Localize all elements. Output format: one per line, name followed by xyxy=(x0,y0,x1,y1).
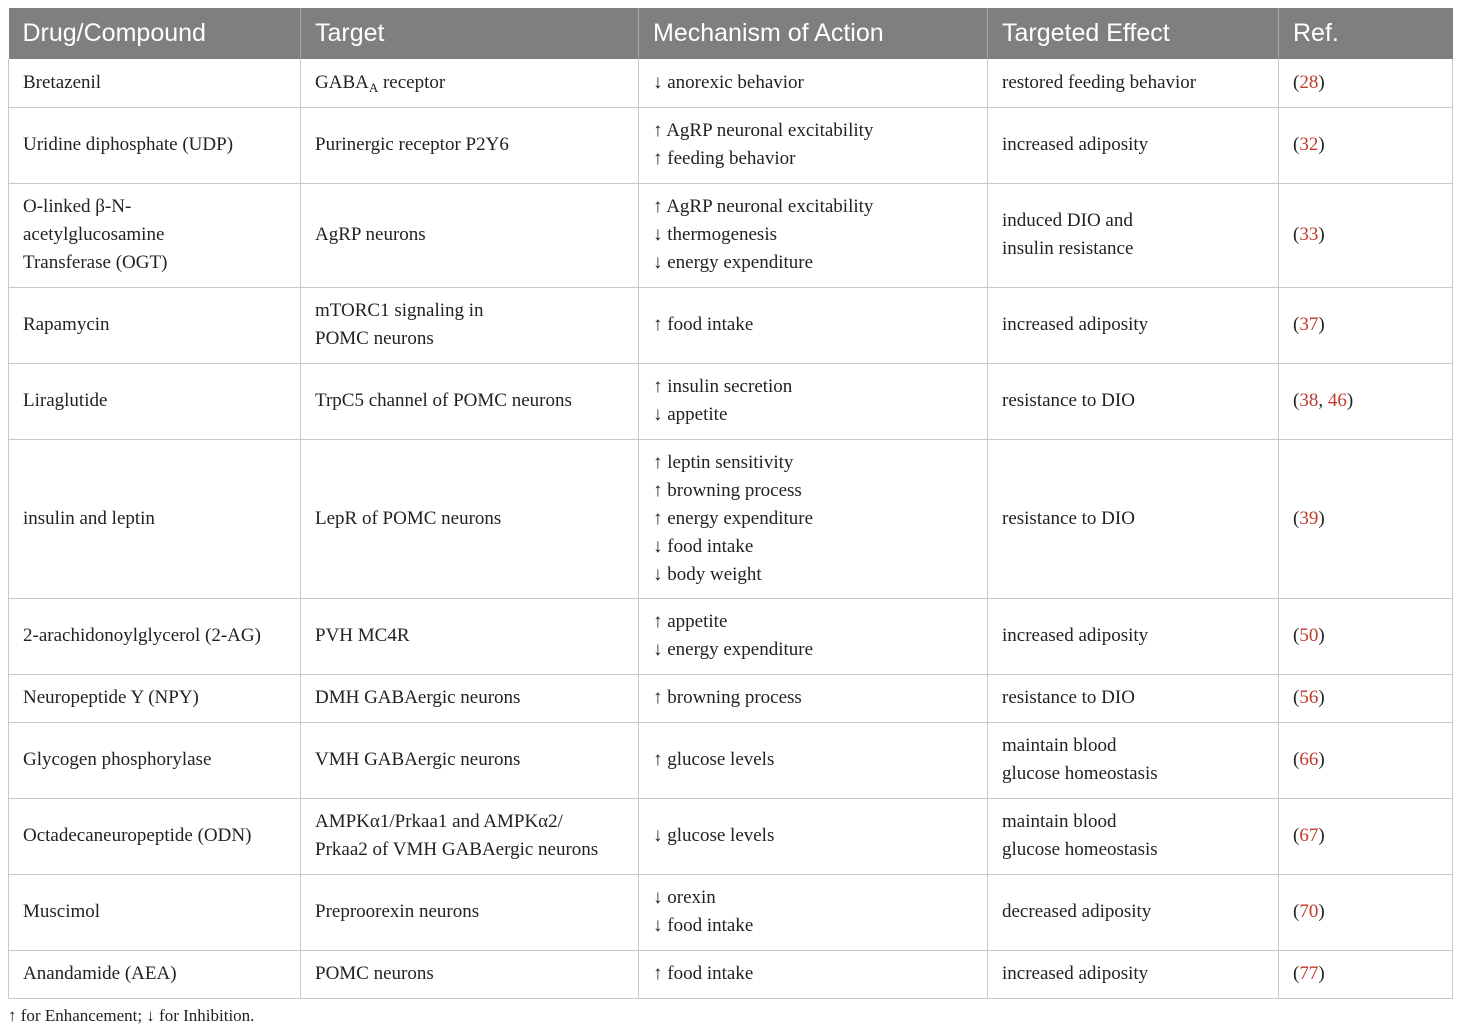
effect-cell-line: maintain blood xyxy=(1002,811,1117,832)
effect-cell xyxy=(988,183,1279,287)
drug-cell xyxy=(9,363,301,439)
table-row xyxy=(9,183,1453,287)
drug-cell-line: insulin and leptin xyxy=(23,507,155,529)
mechanism-cell-line: ↑ appetite xyxy=(653,611,728,632)
mechanism-cell-line: ↑ leptin sensitivity xyxy=(653,451,794,473)
effect-cell xyxy=(988,798,1279,874)
drug-cell-line: Rapamycin xyxy=(23,314,110,335)
mechanism-cell-line: ↓ energy expenditure xyxy=(653,639,814,660)
drug-cell xyxy=(9,674,301,722)
mechanism-cell xyxy=(639,439,988,598)
effect-cell xyxy=(988,950,1279,998)
ref-link[interactable]: 37 xyxy=(1299,314,1319,335)
target-text: GABA xyxy=(315,71,369,93)
header-mechanism[interactable]: Mechanism of Action xyxy=(639,8,988,59)
drug-cell xyxy=(9,287,301,363)
target-cell-line xyxy=(315,297,624,325)
effect-cell-line: glucose homeostasis xyxy=(1002,839,1158,860)
ref-cell: (50) xyxy=(1279,598,1453,674)
effect-cell xyxy=(988,287,1279,363)
target-cell-line xyxy=(315,505,624,533)
target-cell-line xyxy=(315,684,624,712)
mechanism-cell-line: ↑ food intake xyxy=(653,963,754,984)
effect-cell-line: restored feeding behavior xyxy=(1002,71,1197,93)
target-cell-line xyxy=(315,325,624,353)
drug-cell-line: Uridine diphosphate (UDP) xyxy=(23,134,234,155)
drug-cell-line: Liraglutide xyxy=(23,390,108,411)
table-footnote: ↑ for Enhancement; ↓ for Inhibition. xyxy=(8,1006,255,1025)
target-cell-line xyxy=(315,69,624,97)
table-row xyxy=(9,59,1453,107)
drug-cell-line: Glycogen phosphorylase xyxy=(23,749,212,770)
target-cell xyxy=(301,183,639,287)
target-cell-line xyxy=(315,221,624,249)
target-text: AgRP neurons xyxy=(315,224,426,245)
ref-cell: (56) xyxy=(1279,674,1453,722)
target-cell-line xyxy=(315,808,624,836)
target-cell xyxy=(301,874,639,950)
table-row xyxy=(9,722,1453,798)
ref-cell: (66) xyxy=(1279,722,1453,798)
target-text: mTORC1 signaling in xyxy=(315,300,484,321)
table-header-row xyxy=(9,8,1453,59)
mechanism-cell-line: ↑ browning process xyxy=(653,687,802,708)
effect-cell xyxy=(988,674,1279,722)
effect-cell-line: increased adiposity xyxy=(1002,963,1149,984)
ref-cell: (77) xyxy=(1279,950,1453,998)
target-cell xyxy=(301,950,639,998)
ref-link[interactable]: 38 xyxy=(1299,390,1319,411)
effect-cell xyxy=(988,722,1279,798)
effect-cell-line: decreased adiposity xyxy=(1002,901,1152,922)
drug-cell-line: Muscimol xyxy=(23,901,101,922)
header-effect[interactable]: Targeted Effect xyxy=(988,8,1279,59)
target-text: Purinergic receptor P2Y6 xyxy=(315,134,509,155)
ref-cell: (70) xyxy=(1279,874,1453,950)
effect-cell-line: maintain blood xyxy=(1002,735,1117,756)
target-cell xyxy=(301,363,639,439)
ref-link[interactable]: 70 xyxy=(1299,901,1319,922)
mechanism-cell-line: ↑ browning process xyxy=(653,479,802,501)
ref-link[interactable]: 33 xyxy=(1299,224,1319,245)
drug-cell xyxy=(9,950,301,998)
mechanism-cell-line: ↓ glucose levels xyxy=(653,825,775,846)
effect-cell-line: increased adiposity xyxy=(1002,134,1149,155)
mechanism-cell-line: ↓ thermogenesis xyxy=(653,224,778,245)
target-cell xyxy=(301,674,639,722)
mechanism-cell-line: ↓ anorexic behavior xyxy=(653,71,804,93)
drug-table xyxy=(8,8,1453,999)
effect-cell-line: induced DIO and xyxy=(1002,210,1133,231)
target-cell xyxy=(301,107,639,183)
ref-link[interactable]: 56 xyxy=(1299,687,1319,708)
mechanism-cell-line: ↓ food intake xyxy=(653,535,754,557)
effect-cell xyxy=(988,874,1279,950)
effect-cell-line: resistance to DIO xyxy=(1002,687,1135,708)
drug-table-container xyxy=(8,8,1452,999)
mechanism-cell-line: ↓ food intake xyxy=(653,915,754,936)
header-target[interactable]: Target xyxy=(301,8,639,59)
target-cell-line xyxy=(315,836,624,864)
drug-cell-line: Transferase (OGT) xyxy=(23,252,168,273)
ref-cell: (39) xyxy=(1279,439,1453,598)
mechanism-cell xyxy=(639,363,988,439)
table-row xyxy=(9,363,1453,439)
drug-cell xyxy=(9,59,301,107)
target-cell-line xyxy=(315,387,624,415)
target-text: TrpC5 channel of POMC neurons xyxy=(315,390,572,411)
mechanism-cell xyxy=(639,950,988,998)
table-row xyxy=(9,439,1453,598)
mechanism-cell-line: ↑ AgRP neuronal excitability xyxy=(653,196,874,217)
target-text: DMH GABAergic neurons xyxy=(315,687,521,708)
mechanism-cell xyxy=(639,798,988,874)
target-text: PVH MC4R xyxy=(315,625,410,646)
target-cell-line xyxy=(315,622,624,650)
target-text: LepR of POMC neurons xyxy=(315,507,502,529)
mechanism-cell xyxy=(639,874,988,950)
table-row xyxy=(9,598,1453,674)
target-subscript: A xyxy=(368,79,379,95)
mechanism-cell-line: ↓ orexin xyxy=(653,887,716,908)
target-text: POMC neurons xyxy=(315,328,434,349)
drug-cell-line: 2-arachidonoylglycerol (2-AG) xyxy=(23,625,261,646)
drug-cell xyxy=(9,798,301,874)
mechanism-cell xyxy=(639,722,988,798)
drug-cell xyxy=(9,874,301,950)
drug-cell-line: O-linked β-N- xyxy=(23,196,132,217)
drug-cell xyxy=(9,722,301,798)
target-cell xyxy=(301,59,639,107)
drug-cell-line: Octadecaneuropeptide (ODN) xyxy=(23,825,252,846)
table-row xyxy=(9,874,1453,950)
ref-link[interactable]: 66 xyxy=(1299,749,1319,770)
target-cell xyxy=(301,722,639,798)
effect-cell xyxy=(988,59,1279,107)
effect-cell-line: glucose homeostasis xyxy=(1002,763,1158,784)
mechanism-cell xyxy=(639,59,988,107)
ref-cell: (67) xyxy=(1279,798,1453,874)
target-cell xyxy=(301,287,639,363)
mechanism-cell xyxy=(639,107,988,183)
target-cell-line xyxy=(315,131,624,159)
effect-cell-line: resistance to DIO xyxy=(1002,390,1135,411)
ref-link[interactable]: 50 xyxy=(1299,625,1319,646)
target-cell xyxy=(301,598,639,674)
ref-link[interactable]: 39 xyxy=(1299,507,1319,529)
ref-link[interactable]: 46 xyxy=(1327,390,1347,411)
table-body xyxy=(9,59,1453,998)
table-row xyxy=(9,107,1453,183)
ref-cell: (38, 46) xyxy=(1279,363,1453,439)
mechanism-cell xyxy=(639,287,988,363)
mechanism-cell xyxy=(639,598,988,674)
mechanism-cell-line: ↑ glucose levels xyxy=(653,749,775,770)
effect-cell-line: increased adiposity xyxy=(1002,625,1149,646)
mechanism-cell-line: ↓ energy expenditure xyxy=(653,252,814,273)
mechanism-cell-line: ↑ food intake xyxy=(653,314,754,335)
ref-cell: (28) xyxy=(1279,59,1453,107)
table-row xyxy=(9,798,1453,874)
ref-link[interactable]: 28 xyxy=(1299,71,1319,93)
target-cell-line xyxy=(315,898,624,926)
effect-cell xyxy=(988,598,1279,674)
ref-link[interactable]: 67 xyxy=(1299,825,1319,846)
table-row xyxy=(9,950,1453,998)
mechanism-cell-line: ↑ insulin secretion xyxy=(653,376,793,397)
target-text: POMC neurons xyxy=(315,963,434,984)
ref-cell: (33) xyxy=(1279,183,1453,287)
header-drug[interactable]: Drug/Compound xyxy=(9,8,301,59)
ref-cell: (32) xyxy=(1279,107,1453,183)
target-cell xyxy=(301,798,639,874)
ref-link[interactable]: 77 xyxy=(1299,963,1319,984)
effect-cell xyxy=(988,363,1279,439)
ref-link[interactable]: 32 xyxy=(1299,134,1319,155)
effect-cell-line: insulin resistance xyxy=(1002,238,1134,259)
drug-cell xyxy=(9,183,301,287)
mechanism-cell-line: ↑ energy expenditure xyxy=(653,507,814,529)
target-text: Prkaa2 of VMH GABAergic neurons xyxy=(315,839,599,860)
effect-cell xyxy=(988,439,1279,598)
mechanism-cell xyxy=(639,183,988,287)
mechanism-cell xyxy=(639,674,988,722)
mechanism-cell-line: ↑ AgRP neuronal excitability xyxy=(653,120,874,141)
table-row xyxy=(9,287,1453,363)
drug-cell-line: acetylglucosamine xyxy=(23,224,165,245)
header-ref[interactable]: Ref. xyxy=(1279,8,1453,59)
target-cell-line xyxy=(315,960,624,988)
drug-cell xyxy=(9,439,301,598)
target-text: Preproorexin neurons xyxy=(315,901,480,922)
mechanism-cell-line: ↑ feeding behavior xyxy=(653,148,796,169)
effect-cell xyxy=(988,107,1279,183)
target-text-suffix: receptor xyxy=(378,71,446,93)
drug-cell xyxy=(9,107,301,183)
ref-cell: (37) xyxy=(1279,287,1453,363)
target-text: VMH GABAergic neurons xyxy=(315,749,521,770)
drug-cell-line: Anandamide (AEA) xyxy=(23,963,177,984)
drug-cell-line: Neuropeptide Y (NPY) xyxy=(23,687,199,708)
mechanism-cell-line: ↓ appetite xyxy=(653,404,728,425)
drug-cell xyxy=(9,598,301,674)
target-cell xyxy=(301,439,639,598)
effect-cell-line: resistance to DIO xyxy=(1002,507,1135,529)
table-row xyxy=(9,674,1453,722)
mechanism-cell-line: ↓ body weight xyxy=(653,563,762,585)
effect-cell-line: increased adiposity xyxy=(1002,314,1149,335)
target-text: AMPKα1/Prkaa1 and AMPKα2/ xyxy=(315,811,563,832)
target-cell-line xyxy=(315,746,624,774)
drug-cell-line: Bretazenil xyxy=(23,71,102,93)
